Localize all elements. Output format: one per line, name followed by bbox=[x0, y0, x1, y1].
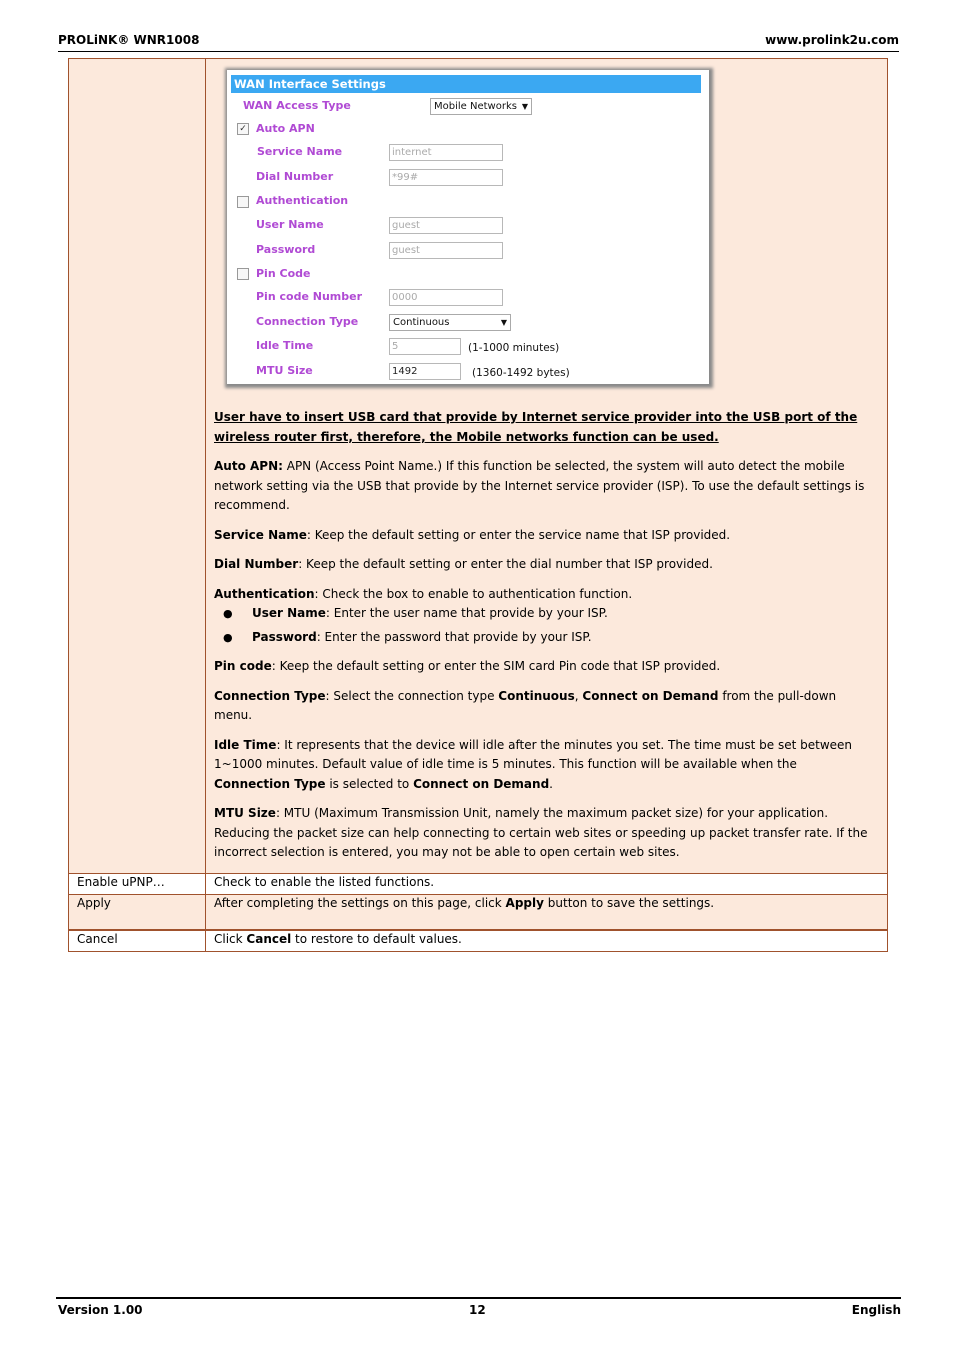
term: Continuous bbox=[498, 688, 575, 703]
desc: to restore to default values. bbox=[291, 931, 462, 946]
connection-type-label: Connection Type bbox=[256, 315, 359, 328]
wan-access-type-value: Mobile Networks bbox=[434, 101, 517, 112]
page-number: 12 bbox=[469, 1303, 486, 1317]
mtu-size-paragraph bbox=[214, 804, 875, 863]
wan-access-type-label: WAN Access Type bbox=[243, 99, 351, 112]
term: MTU Size bbox=[214, 806, 276, 820]
row-description bbox=[206, 930, 888, 952]
row-description bbox=[206, 894, 888, 930]
table-row bbox=[69, 894, 888, 930]
chevron-down-icon: ▼ bbox=[521, 102, 528, 111]
idle-time-paragraph bbox=[214, 736, 875, 795]
footer-language: English bbox=[851, 1303, 901, 1317]
table-row bbox=[69, 59, 888, 874]
desc: APN (Access Point Name.) If this function be selected, the system will auto detect the mobile network setting via the USB that provide by the Internet service provider (ISP). To use the default settings is recommend. bbox=[214, 459, 865, 512]
pin-code-number-label: Pin code Number bbox=[256, 290, 362, 303]
connection-type-select[interactable] bbox=[389, 314, 511, 331]
desc: , bbox=[574, 688, 583, 703]
desc: : MTU (Maximum Transmission Unit, namely the maximum packet size) for your application. Reducing the packet size can help connecting to certain web sites or speeding up packet transfer rate. If the incorrect selection is entered, you may not be able to open certain web sites. bbox=[214, 806, 868, 859]
connection-type-paragraph bbox=[214, 687, 875, 726]
desc: Click bbox=[214, 931, 247, 946]
mtu-size-label: MTU Size bbox=[256, 364, 313, 377]
desc: : Keep the default setting or enter the service name that ISP provided. bbox=[306, 527, 731, 542]
desc: : Check the box to enable to authentication function. bbox=[314, 586, 633, 601]
auto-apn-checkbox[interactable]: ✓ bbox=[237, 123, 249, 135]
settings-table bbox=[68, 58, 888, 952]
connection-type-value: Continuous bbox=[393, 317, 450, 328]
desc: : Keep the default setting or enter the dial number that ISP provided. bbox=[298, 557, 713, 571]
desc: : Enter the password that provide by your ISP. bbox=[316, 629, 592, 644]
idle-time-label: Idle Time bbox=[256, 339, 314, 352]
dial-number-paragraph bbox=[214, 555, 875, 575]
desc: : It represents that the device will idle after the minutes you set. The time must be set between 1~1000 minutes. Default value of idle time is 5 minutes. This function will be available when the bbox=[214, 737, 853, 771]
desc: . bbox=[549, 776, 553, 791]
desc: from the pull-down menu. bbox=[214, 688, 837, 722]
desc: After completing the settings on this page, click bbox=[214, 895, 506, 910]
term: Dial Number bbox=[214, 557, 299, 571]
term: Connect on Demand bbox=[413, 776, 550, 791]
service-name-label: Service Name bbox=[257, 145, 343, 158]
row-description: Check to enable the listed functions. bbox=[206, 873, 888, 894]
page-footer bbox=[56, 1297, 901, 1323]
list-item bbox=[214, 604, 875, 624]
dial-number-label: Dial Number bbox=[256, 170, 334, 183]
term: Cancel bbox=[246, 931, 292, 946]
authentication-list bbox=[214, 604, 875, 647]
dial-number-input[interactable]: *99# bbox=[389, 169, 503, 186]
term: Password bbox=[252, 629, 317, 644]
wan-access-type-select[interactable] bbox=[430, 98, 532, 115]
header-website: www.prolink2u.com bbox=[765, 33, 899, 47]
term: Connection Type bbox=[214, 688, 326, 703]
row-label: Apply bbox=[69, 894, 206, 930]
user-name-input[interactable]: guest bbox=[389, 217, 503, 234]
auto-apn-label: Auto APN bbox=[256, 122, 315, 135]
user-name-label: User Name bbox=[256, 218, 324, 231]
auto-apn-paragraph bbox=[214, 457, 875, 516]
idle-time-input[interactable]: 5 bbox=[389, 338, 461, 355]
service-name-input[interactable]: internet bbox=[389, 144, 503, 161]
wan-settings-screenshot bbox=[227, 70, 709, 384]
row-label: Cancel bbox=[69, 930, 206, 952]
authentication-label: Authentication bbox=[256, 194, 349, 207]
pin-code-label: Pin Code bbox=[256, 267, 311, 280]
bullet-icon: ● bbox=[223, 630, 233, 644]
term: Auto APN: bbox=[214, 459, 283, 473]
usb-notice: User have to insert USB card that provide by Internet service provider into the USB port of the wireless router first, therefore, the Mobile networks function can be used. bbox=[214, 410, 858, 444]
term: User Name bbox=[252, 606, 326, 620]
term: Authentication bbox=[214, 586, 315, 601]
term: Connect on Demand bbox=[582, 688, 719, 703]
authentication-checkbox[interactable] bbox=[237, 196, 249, 208]
mtu-size-unit: (1360-1492 bytes) bbox=[472, 367, 570, 379]
password-input[interactable]: guest bbox=[389, 242, 503, 259]
term: Service Name bbox=[214, 527, 307, 542]
desc: button to save the settings. bbox=[543, 895, 715, 910]
service-name-paragraph bbox=[214, 526, 875, 546]
pin-code-paragraph bbox=[214, 657, 875, 677]
description-text bbox=[214, 408, 879, 873]
term: Idle Time bbox=[214, 737, 277, 752]
desc: : Select the connection type bbox=[325, 688, 499, 703]
mtu-size-input[interactable]: 1492 bbox=[389, 363, 461, 380]
idle-time-unit: (1-1000 minutes) bbox=[468, 342, 560, 354]
row-label-cell bbox=[69, 59, 206, 874]
table-row bbox=[69, 930, 888, 952]
desc: : Keep the default setting or enter the SIM card Pin code that ISP provided. bbox=[271, 659, 721, 673]
footer-version: Version 1.00 bbox=[58, 1303, 143, 1317]
desc: is selected to bbox=[325, 776, 414, 791]
panel-title: WAN Interface Settings bbox=[231, 75, 701, 93]
pin-code-checkbox[interactable] bbox=[237, 268, 249, 280]
term: Apply bbox=[505, 895, 544, 910]
table-row bbox=[69, 873, 888, 894]
password-label: Password bbox=[256, 243, 316, 256]
row-label: Enable uPNP… bbox=[69, 873, 206, 894]
bullet-icon: ● bbox=[223, 607, 233, 620]
row-description-cell bbox=[206, 59, 888, 874]
list-item bbox=[214, 628, 875, 648]
desc: : Enter the user name that provide by your ISP. bbox=[325, 606, 608, 620]
term: Pin code bbox=[214, 659, 272, 673]
page-header bbox=[58, 33, 899, 52]
pin-code-number-input[interactable]: 0000 bbox=[389, 289, 503, 306]
term: Connection Type bbox=[214, 776, 326, 791]
header-product: PROLiNK® WNR1008 bbox=[58, 33, 200, 47]
authentication-paragraph bbox=[214, 585, 875, 605]
chevron-down-icon: ▼ bbox=[500, 318, 507, 327]
